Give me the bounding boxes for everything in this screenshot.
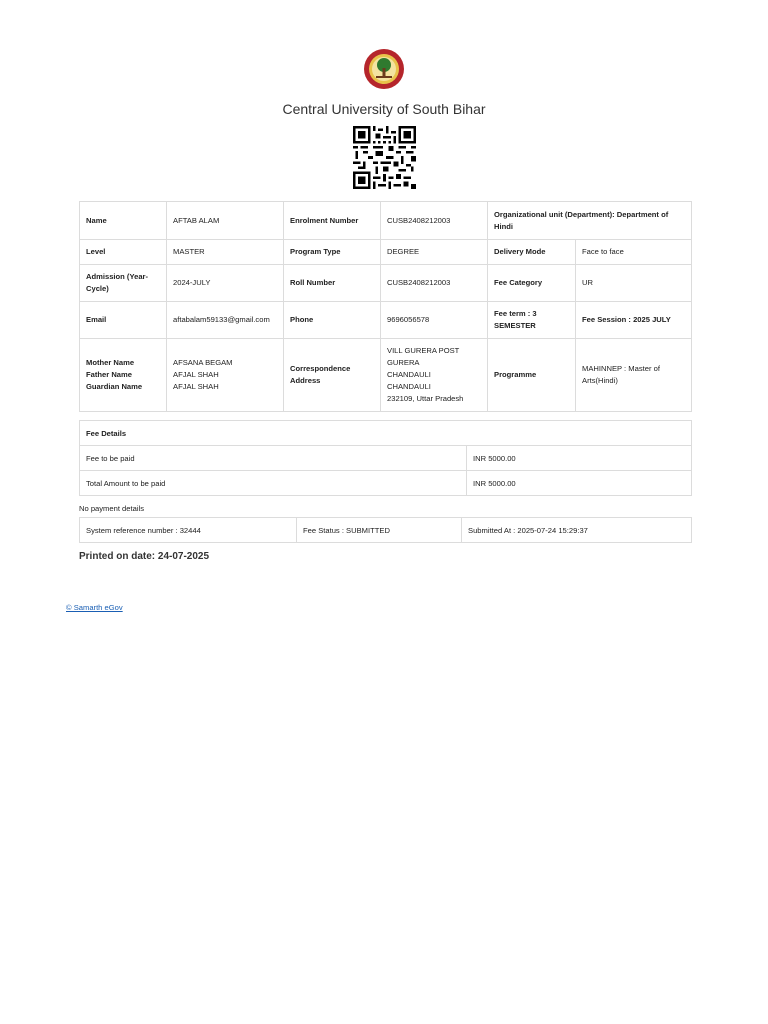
fee-details-heading: Fee Details [80, 421, 692, 446]
father-label: Father Name [86, 370, 133, 379]
fee-to-be-paid-value: INR 5000.00 [467, 446, 692, 471]
address-value [381, 339, 488, 412]
father-value: AFJAL SHAH [173, 370, 219, 379]
student-info-table [79, 201, 692, 412]
address-line: CHANDAULI [387, 382, 431, 391]
level-value: MASTER [167, 240, 284, 265]
guardian-value: AFJAL SHAH [173, 382, 219, 391]
roll-label: Roll Number [284, 265, 381, 302]
delivery-mode-label: Delivery Mode [488, 240, 576, 265]
fee-session: Fee Session : 2025 JULY [576, 302, 692, 339]
total-amount-value: INR 5000.00 [467, 471, 692, 496]
guardian-label: Guardian Name [86, 382, 143, 391]
fee-status: Fee Status : SUBMITTED [297, 518, 462, 543]
submission-table [79, 517, 692, 543]
org-unit: Organizational unit (Department): Department of Hindi [488, 202, 692, 240]
printed-on-date: Printed on date: 24-07-2025 [79, 551, 210, 562]
admission-label: Admission (Year-Cycle) [80, 265, 167, 302]
email-label: Email [80, 302, 167, 339]
address-line: VILL GURERA POST [387, 346, 460, 355]
program-type-label: Program Type [284, 240, 381, 265]
roll-value: CUSB2408212003 [381, 265, 488, 302]
program-type-value: DEGREE [381, 240, 488, 265]
fee-details-table [79, 420, 692, 496]
samarth-egov-link[interactable]: © Samarth eGov [66, 603, 123, 612]
phone-value: 9696056578 [381, 302, 488, 339]
delivery-mode-value: Face to face [576, 240, 692, 265]
university-name: Central University of South Bihar [282, 101, 486, 117]
parent-labels [80, 339, 167, 412]
address-line: CHANDAULI [387, 370, 431, 379]
enrolment-value: CUSB2408212003 [381, 202, 488, 240]
name-label: Name [80, 202, 167, 240]
address-line: GURERA [387, 358, 420, 367]
phone-label: Phone [284, 302, 381, 339]
fee-to-be-paid-label: Fee to be paid [80, 446, 467, 471]
correspondence-label: Correspondence Address [284, 339, 381, 412]
mother-label: Mother Name [86, 358, 135, 367]
fee-category-label: Fee Category [488, 265, 576, 302]
programme-value: MAHINNEP : Master of Arts(Hindi) [576, 339, 692, 412]
programme-label: Programme [488, 339, 576, 412]
system-reference: System reference number : 32444 [80, 518, 297, 543]
total-amount-label: Total Amount to be paid [80, 471, 467, 496]
university-emblem-icon [363, 48, 405, 90]
no-payment-details: No payment details [79, 504, 145, 513]
qr-code-icon [353, 126, 416, 189]
address-line: 232109, Uttar Pradesh [387, 394, 464, 403]
admission-value: 2024-JULY [167, 265, 284, 302]
submitted-at: Submitted At : 2025-07-24 15:29:37 [462, 518, 692, 543]
email-value: aftabalam59133@gmail.com [167, 302, 284, 339]
fee-category-value: UR [576, 265, 692, 302]
fee-term: Fee term : 3 SEMESTER [488, 302, 576, 339]
mother-value: AFSANA BEGAM [173, 358, 233, 367]
name-value: AFTAB ALAM [167, 202, 284, 240]
enrolment-label: Enrolment Number [284, 202, 381, 240]
level-label: Level [80, 240, 167, 265]
parent-values [167, 339, 284, 412]
